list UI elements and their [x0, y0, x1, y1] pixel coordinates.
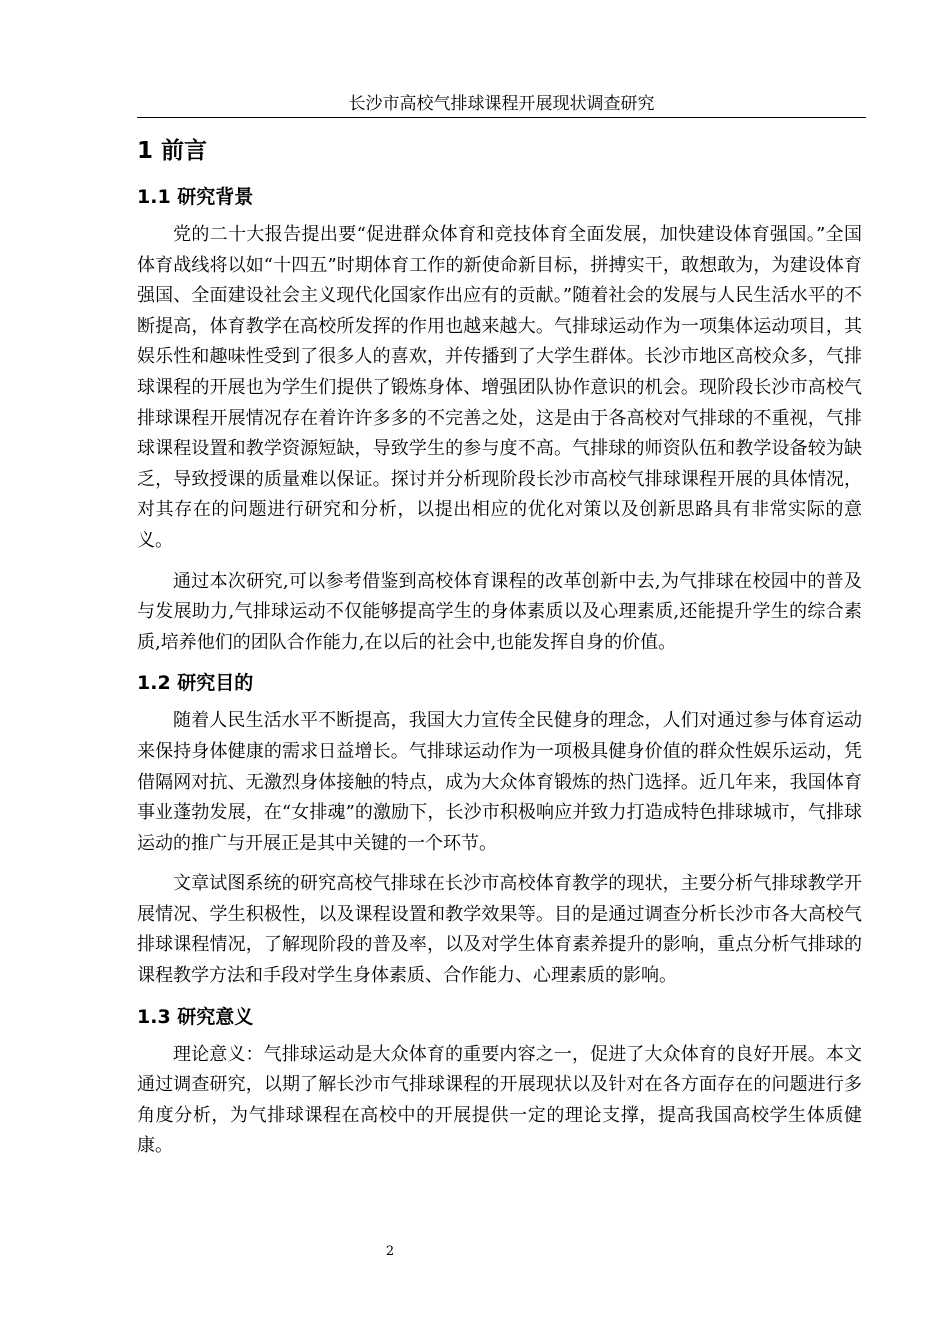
purpose-paragraph-2: 文章试图系统的研究高校气排球在长沙市高校体育教学的现状，主要分析气排球教学开展情况、学生积极性，以及课程设置和教学效果等。目的是通过调查分析长沙市各大高校气排球课程情况，了解现阶段的普及率，以及对学生体育素养提升的影响，重点分析气排球的课程教学方法和手段对学生身体素质、合作能力、心理素质的影响。 [137, 873, 862, 987]
section-title-significance: 1.3 研究意义 [137, 1005, 254, 1028]
section-title-background: 1.1 研究背景 [137, 186, 254, 208]
header-rule [137, 117, 866, 118]
running-header: 长沙市高校气排球课程开展现状调查研究 [348, 94, 655, 114]
purpose-paragraph-1: 随着人民生活水平不断提高，我国大力宣传全民健身的理念，人们对通过参与体育运动来保持身体健康的需求日益增长。气排球运动作为一项极具健身价值的群众性娱乐运动，凭借隔网对抗、无激烈身体接触的特点，成为大众体育锻炼的热门选择。近几年来，我国体育事业蓬勃发展，在“女排魂”的激励下，长沙市积极响应并致力打造成特色排球城市，气排球运动的推广与开展正是其中关键的一个环节。 [137, 710, 862, 854]
background-paragraph-1: 党的二十大报告提出要“促进群众体育和竞技体育全面发展，加快建设体育强国。”全国体育战线将以如“十四五”时期体育工作的新使命新目标，拼搏实干，敢想敢为，为建设体育强国、全面建设社会主义现代化国家作出应有的贡献。”随着社会的发展与人民生活水平的不断提高，体育教学在高校所发挥的作用也越来越大。气排球运动作为一项集体运动项目，其娱乐性和趣味性受到了很多人的喜欢，并传播到了大学生群体。长沙市地区高校众多，气排球课程的开展也为学生们提供了锻炼身体、增强团队协作意识的机会。现阶段长沙市高校气排球课程开展情况存在着许许多多的不完善之处，这是由于各高校对气排球的不重视，气排球课程设置和教学资源短缺，导致学生的参与度不高。气排球的师资队伍和教学设备较为缺乏，导致授课的质量难以保证。探讨并分析现阶段长沙市高校气排球课程开展的具体情况，对其存在的问题进行研究和分析，以提出相应的优化对策以及创新思路具有非常实际的意义。 [137, 224, 862, 551]
page-content [137, 134, 862, 1172]
background-paragraph-2: 通过本次研究,可以参考借鉴到高校体育课程的改革创新中去,为气排球在校园中的普及与发展助力,气排球运动不仅能够提高学生的身体素质以及心理素质,还能提升学生的综合素质,培养他们的团队合作能力,在以后的社会中,也能发挥自身的价值。 [137, 570, 862, 653]
chapter-title: 1 前言 [137, 138, 208, 164]
significance-paragraph-1: 理论意义：气排球运动是大众体育的重要内容之一，促进了大众体育的良好开展。本文通过调查研究，以期了解长沙市气排球课程的开展现状以及针对在各方面存在的问题进行多角度分析，为气排球课程在高校中的开展提供一定的理论支撑，提高我国高校学生体质健康。 [137, 1043, 862, 1157]
section-title-purpose: 1.2 研究目的 [137, 672, 254, 695]
page-number: 2 [385, 1244, 395, 1259]
